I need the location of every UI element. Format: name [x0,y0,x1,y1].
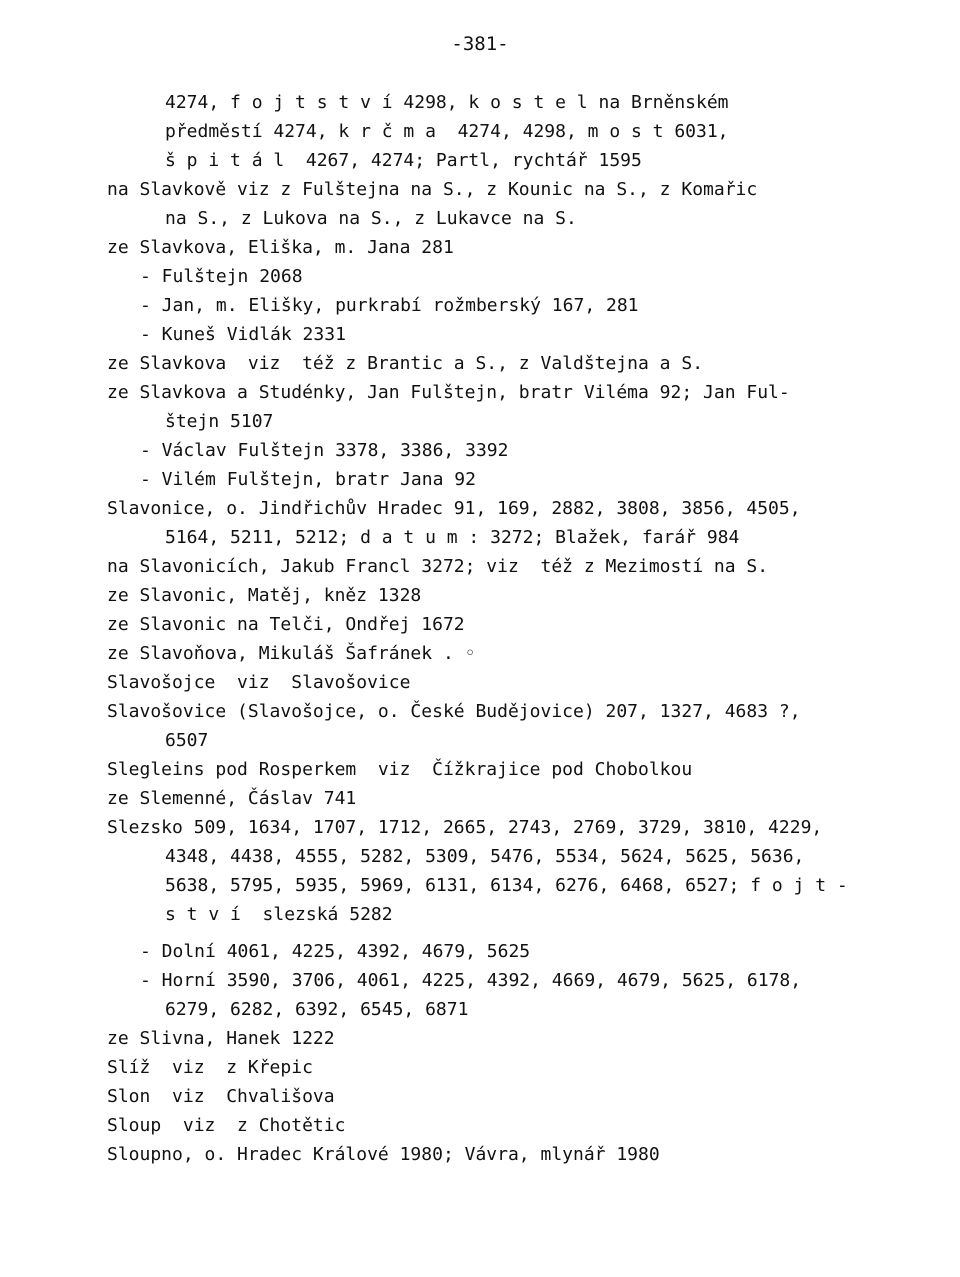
index-line: š p i t á l 4267, 4274; Partl, rychtář 1595 [165,150,642,171]
index-line: Slavošovice (Slavošojce, o. České Budějovice) 207, 1327, 4683 ?, [107,701,801,722]
index-line: 6507 [165,730,209,751]
index-line: předměstí 4274, k r č m a 4274, 4298, m o s t 6031, [165,121,729,142]
index-line: 6279, 6282, 6392, 6545, 6871 [165,999,469,1020]
index-line: ze Slavonic na Telči, Ondřej 1672 [107,614,465,635]
index-line: - Dolní 4061, 4225, 4392, 4679, 5625 [140,941,531,962]
index-line: ze Slivna, Hanek 1222 [107,1028,335,1049]
index-line: - Fulštejn 2068 [140,266,303,287]
index-line: Slavonice, o. Jindřichův Hradec 91, 169, 2882, 3808, 3856, 4505, [107,498,801,519]
index-line: Sloup viz z Chotětic [107,1115,346,1136]
index-line: ze Slavkova viz též z Brantic a S., z Valdštejna a S. [107,353,704,374]
index-line: 5638, 5795, 5935, 5969, 6131, 6134, 6276, 6468, 6527; f o j t - [165,875,848,896]
index-line: Slavošojce viz Slavošovice [107,672,411,693]
index-line: na Slavonicích, Jakub Francl 3272; viz též z Mezimostí na S. [107,556,769,577]
index-line: ze Slavonic, Matěj, kněz 1328 [107,585,422,606]
index-line: s t v í slezská 5282 [165,904,393,925]
index-line: Slezsko 509, 1634, 1707, 1712, 2665, 2743, 2769, 3729, 3810, 4229, [107,817,823,838]
page-number: -381- [451,33,509,55]
index-line: 4348, 4438, 4555, 5282, 5309, 5476, 5534, 5624, 5625, 5636, [165,846,805,867]
index-line: štejn 5107 [165,411,274,432]
index-line: - Vilém Fulštejn, bratr Jana 92 [140,469,476,490]
index-line: ze Slavkova, Eliška, m. Jana 281 [107,237,454,258]
index-line: - Jan, m. Elišky, purkrabí rožmberský 167, 281 [140,295,639,316]
index-line: - Horní 3590, 3706, 4061, 4225, 4392, 4669, 4679, 5625, 6178, [140,970,802,991]
index-line: na Slavkově viz z Fulštejna na S., z Kounic na S., z Komařic [107,179,758,200]
index-line: ze Slemenné, Čáslav 741 [107,788,357,809]
index-line: Slíž viz z Křepic [107,1057,313,1078]
index-line: - Kuneš Vidlák 2331 [140,324,346,345]
index-line: - Václav Fulštejn 3378, 3386, 3392 [140,440,509,461]
index-line: ze Slavkova a Studénky, Jan Fulštejn, bratr Viléma 92; Jan Ful- [107,382,790,403]
index-line: na S., z Lukova na S., z Lukavce na S. [165,208,577,229]
index-line: 4274, f o j t s t v í 4298, k o s t e l na Brněnském [165,92,729,113]
index-line: ze Slavoňova, Mikuláš Šafránek . ◦ [107,643,476,664]
index-line: Sloupno, o. Hradec Králové 1980; Vávra, mlynář 1980 [107,1144,660,1165]
index-line: Slon viz Chvališova [107,1086,335,1107]
index-line: 5164, 5211, 5212; d a t u m : 3272; Blažek, farář 984 [165,527,740,548]
index-line: Slegleins pod Rosperkem viz Čížkrajice pod Chobolkou [107,759,693,780]
